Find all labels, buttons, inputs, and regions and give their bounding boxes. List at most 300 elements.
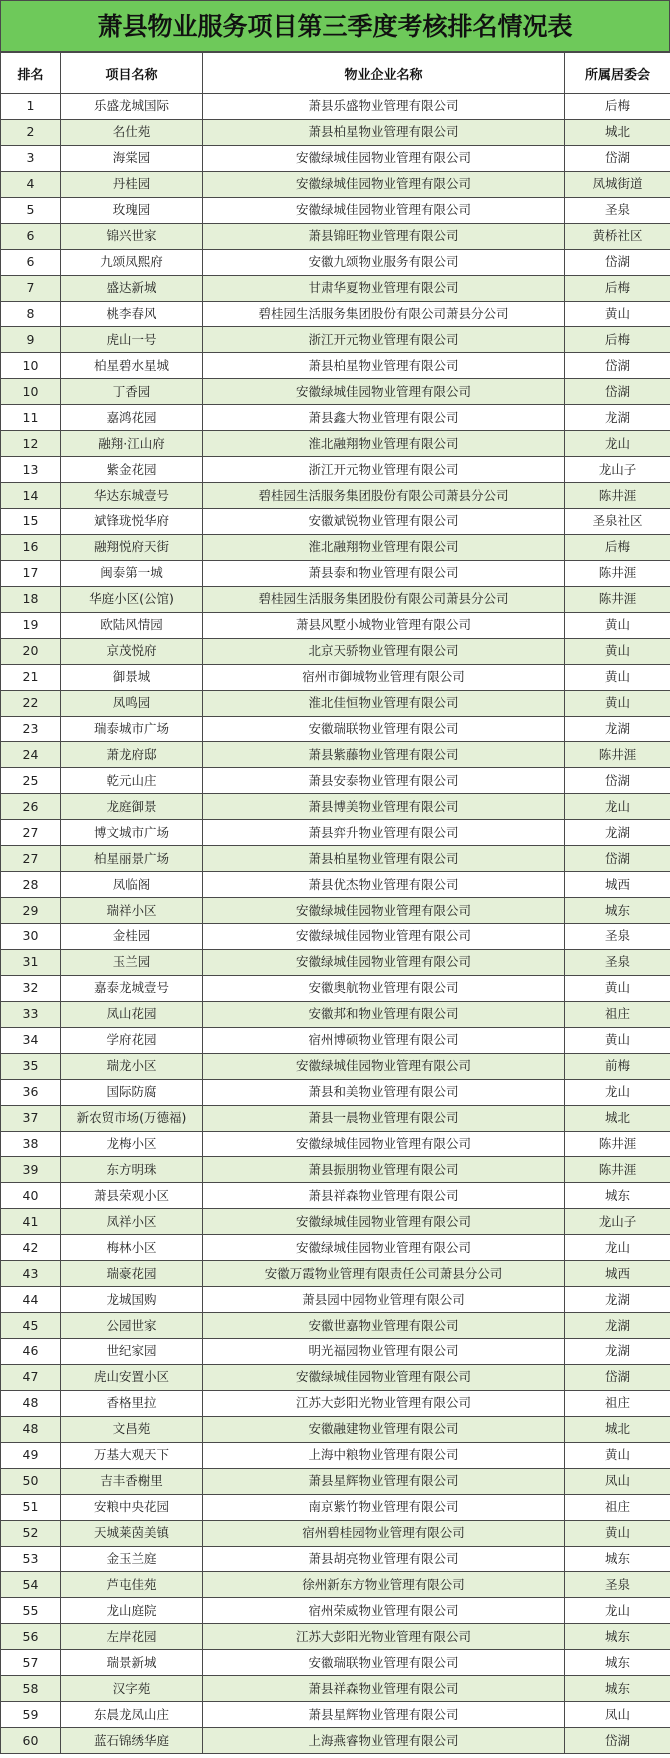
cell-rank: 57 [1, 1650, 61, 1676]
header-committee: 所属居委会 [565, 53, 670, 94]
cell-rank: 6 [1, 249, 61, 275]
table-row [1, 1027, 670, 1053]
table-row [1, 1624, 670, 1650]
cell-rank: 59 [1, 1702, 61, 1728]
cell-rank: 12 [1, 431, 61, 457]
cell-project-name: 九颂凤熙府 [61, 249, 203, 275]
cell-project-name: 海棠园 [61, 145, 203, 171]
table-row [1, 1572, 670, 1598]
cell-company-name: 萧县一晨物业管理有限公司 [203, 1105, 565, 1131]
cell-committee: 黄山 [565, 1027, 670, 1053]
cell-rank: 30 [1, 924, 61, 950]
cell-rank: 47 [1, 1364, 61, 1390]
table-row [1, 1131, 670, 1157]
cell-project-name: 盛达新城 [61, 275, 203, 301]
cell-project-name: 万基大观天下 [61, 1442, 203, 1468]
cell-company-name: 安徽绿城佳园物业管理有限公司 [203, 924, 565, 950]
cell-committee: 后梅 [565, 94, 670, 120]
cell-committee: 黄山 [565, 975, 670, 1001]
cell-company-name: 安徽绿城佳园物业管理有限公司 [203, 379, 565, 405]
cell-project-name: 斌锋珑悦华府 [61, 509, 203, 535]
header-company-name: 物业企业名称 [203, 53, 565, 94]
cell-committee: 城北 [565, 119, 670, 145]
cell-company-name: 安徽世嘉物业管理有限公司 [203, 1313, 565, 1339]
cell-company-name: 明光福园物业管理有限公司 [203, 1339, 565, 1365]
cell-project-name: 东晨龙凤山庄 [61, 1702, 203, 1728]
table-row [1, 171, 670, 197]
cell-rank: 7 [1, 275, 61, 301]
cell-committee: 城西 [565, 1261, 670, 1287]
table-row [1, 1598, 670, 1624]
cell-company-name: 宿州碧桂园物业管理有限公司 [203, 1520, 565, 1546]
table-row [1, 1339, 670, 1365]
cell-rank: 60 [1, 1728, 61, 1754]
cell-committee: 城东 [565, 1676, 670, 1702]
cell-project-name: 柏星碧水星城 [61, 353, 203, 379]
table-row [1, 1209, 670, 1235]
cell-committee: 龙山 [565, 1598, 670, 1624]
cell-rank: 8 [1, 301, 61, 327]
cell-committee: 龙山 [565, 794, 670, 820]
cell-rank: 10 [1, 379, 61, 405]
cell-company-name: 安徽斌锐物业管理有限公司 [203, 509, 565, 535]
cell-rank: 37 [1, 1105, 61, 1131]
cell-project-name: 新农贸市场(万德福) [61, 1105, 203, 1131]
cell-project-name: 华达东城壹号 [61, 483, 203, 509]
cell-rank: 36 [1, 1079, 61, 1105]
cell-project-name: 丹桂园 [61, 171, 203, 197]
cell-project-name: 瑞景新城 [61, 1650, 203, 1676]
cell-committee: 黄山 [565, 301, 670, 327]
table-row [1, 612, 670, 638]
table-row [1, 431, 670, 457]
cell-committee: 岱湖 [565, 768, 670, 794]
cell-company-name: 淮北融翔物业管理有限公司 [203, 534, 565, 560]
cell-company-name: 安徽万霞物业管理有限责任公司萧县分公司 [203, 1261, 565, 1287]
cell-committee: 龙湖 [565, 1287, 670, 1313]
cell-company-name: 萧县紫藤物业管理有限公司 [203, 742, 565, 768]
cell-company-name: 萧县泰和物业管理有限公司 [203, 560, 565, 586]
cell-project-name: 名仕苑 [61, 119, 203, 145]
cell-project-name: 安粮中央花园 [61, 1494, 203, 1520]
cell-committee: 龙湖 [565, 405, 670, 431]
cell-company-name: 萧县鑫大物业管理有限公司 [203, 405, 565, 431]
cell-project-name: 丁香园 [61, 379, 203, 405]
cell-rank: 16 [1, 534, 61, 560]
cell-committee: 陈井涯 [565, 586, 670, 612]
table-row [1, 1468, 670, 1494]
table-row [1, 1416, 670, 1442]
cell-rank: 34 [1, 1027, 61, 1053]
cell-company-name: 安徽九颂物业服务有限公司 [203, 249, 565, 275]
table-row [1, 1702, 670, 1728]
cell-rank: 15 [1, 509, 61, 535]
cell-committee: 黄山 [565, 612, 670, 638]
cell-project-name: 龙梅小区 [61, 1131, 203, 1157]
cell-company-name: 浙江开元物业管理有限公司 [203, 457, 565, 483]
cell-rank: 14 [1, 483, 61, 509]
cell-company-name: 萧县优杰物业管理有限公司 [203, 872, 565, 898]
cell-project-name: 博文城市广场 [61, 820, 203, 846]
cell-rank: 55 [1, 1598, 61, 1624]
table-row [1, 690, 670, 716]
cell-project-name: 闽泰第一城 [61, 560, 203, 586]
cell-company-name: 萧县胡亮物业管理有限公司 [203, 1546, 565, 1572]
cell-project-name: 玫瑰园 [61, 197, 203, 223]
cell-rank: 44 [1, 1287, 61, 1313]
cell-committee: 岱湖 [565, 846, 670, 872]
table-row [1, 405, 670, 431]
cell-committee: 岱湖 [565, 1728, 670, 1754]
table-row [1, 1728, 670, 1754]
cell-rank: 43 [1, 1261, 61, 1287]
cell-project-name: 御景城 [61, 664, 203, 690]
cell-project-name: 金玉兰庭 [61, 1546, 203, 1572]
cell-committee: 陈井涯 [565, 560, 670, 586]
cell-committee: 龙湖 [565, 1313, 670, 1339]
cell-company-name: 北京天骄物业管理有限公司 [203, 638, 565, 664]
header-row [1, 53, 670, 94]
header-rank: 排名 [1, 53, 61, 94]
cell-company-name: 江苏大彭阳光物业管理有限公司 [203, 1390, 565, 1416]
cell-project-name: 汉字苑 [61, 1676, 203, 1702]
cell-company-name: 宿州市御城物业管理有限公司 [203, 664, 565, 690]
cell-project-name: 东方明珠 [61, 1157, 203, 1183]
cell-rank: 5 [1, 197, 61, 223]
cell-committee: 黄桥社区 [565, 223, 670, 249]
cell-project-name: 学府花园 [61, 1027, 203, 1053]
cell-project-name: 瑞龙小区 [61, 1053, 203, 1079]
cell-company-name: 萧县柏星物业管理有限公司 [203, 846, 565, 872]
cell-company-name: 安徽绿城佳园物业管理有限公司 [203, 949, 565, 975]
cell-committee: 龙山 [565, 1079, 670, 1105]
cell-rank: 31 [1, 949, 61, 975]
cell-project-name: 天城莱茵美镇 [61, 1520, 203, 1546]
cell-project-name: 锦兴世家 [61, 223, 203, 249]
cell-rank: 13 [1, 457, 61, 483]
cell-committee: 黄山 [565, 664, 670, 690]
cell-committee: 黄山 [565, 690, 670, 716]
cell-committee: 龙山 [565, 1235, 670, 1261]
cell-committee: 凤山 [565, 1468, 670, 1494]
cell-company-name: 安徽绿城佳园物业管理有限公司 [203, 1364, 565, 1390]
cell-project-name: 嘉鸿花园 [61, 405, 203, 431]
cell-rank: 48 [1, 1416, 61, 1442]
cell-company-name: 萧县祥森物业管理有限公司 [203, 1676, 565, 1702]
cell-rank: 27 [1, 846, 61, 872]
cell-rank: 48 [1, 1390, 61, 1416]
cell-company-name: 徐州新东方物业管理有限公司 [203, 1572, 565, 1598]
cell-rank: 53 [1, 1546, 61, 1572]
cell-company-name: 安徽奥航物业管理有限公司 [203, 975, 565, 1001]
cell-committee: 岱湖 [565, 145, 670, 171]
cell-committee: 龙湖 [565, 820, 670, 846]
table-row [1, 1157, 670, 1183]
cell-rank: 50 [1, 1468, 61, 1494]
table-row [1, 820, 670, 846]
cell-project-name: 瑞祥小区 [61, 898, 203, 924]
table-row [1, 1313, 670, 1339]
cell-project-name: 京茂悦府 [61, 638, 203, 664]
cell-company-name: 萧县弈升物业管理有限公司 [203, 820, 565, 846]
cell-rank: 56 [1, 1624, 61, 1650]
cell-rank: 26 [1, 794, 61, 820]
cell-project-name: 香格里拉 [61, 1390, 203, 1416]
cell-project-name: 乾元山庄 [61, 768, 203, 794]
cell-company-name: 宿州博硕物业管理有限公司 [203, 1027, 565, 1053]
cell-rank: 32 [1, 975, 61, 1001]
cell-project-name: 融翔悦府天街 [61, 534, 203, 560]
cell-rank: 18 [1, 586, 61, 612]
cell-committee: 后梅 [565, 534, 670, 560]
cell-rank: 40 [1, 1183, 61, 1209]
cell-project-name: 公园世家 [61, 1313, 203, 1339]
cell-project-name: 玉兰园 [61, 949, 203, 975]
table-row [1, 1079, 670, 1105]
table-row [1, 534, 670, 560]
cell-rank: 28 [1, 872, 61, 898]
cell-rank: 3 [1, 145, 61, 171]
table-row [1, 1287, 670, 1313]
cell-company-name: 萧县安泰物业管理有限公司 [203, 768, 565, 794]
cell-rank: 42 [1, 1235, 61, 1261]
cell-project-name: 国际防腐 [61, 1079, 203, 1105]
table-row [1, 1053, 670, 1079]
table-row [1, 1676, 670, 1702]
cell-project-name: 华庭小区(公馆) [61, 586, 203, 612]
cell-committee: 圣泉 [565, 949, 670, 975]
cell-rank: 24 [1, 742, 61, 768]
table-row [1, 1520, 670, 1546]
cell-company-name: 安徽绿城佳园物业管理有限公司 [203, 1053, 565, 1079]
cell-rank: 22 [1, 690, 61, 716]
cell-project-name: 桃李春风 [61, 301, 203, 327]
cell-project-name: 紫金花园 [61, 457, 203, 483]
cell-committee: 城东 [565, 1546, 670, 1572]
cell-company-name: 淮北融翔物业管理有限公司 [203, 431, 565, 457]
cell-company-name: 南京紫竹物业管理有限公司 [203, 1494, 565, 1520]
cell-project-name: 蓝石锦绣华庭 [61, 1728, 203, 1754]
table-row [1, 638, 670, 664]
cell-rank: 21 [1, 664, 61, 690]
cell-project-name: 虎山一号 [61, 327, 203, 353]
cell-company-name: 安徽绿城佳园物业管理有限公司 [203, 197, 565, 223]
cell-committee: 陈井涯 [565, 483, 670, 509]
cell-project-name: 文昌苑 [61, 1416, 203, 1442]
cell-company-name: 上海中粮物业管理有限公司 [203, 1442, 565, 1468]
cell-committee: 黄山 [565, 1442, 670, 1468]
cell-project-name: 凤临阁 [61, 872, 203, 898]
table-row [1, 509, 670, 535]
table-row [1, 1390, 670, 1416]
table-row [1, 560, 670, 586]
cell-company-name: 萧县博美物业管理有限公司 [203, 794, 565, 820]
cell-project-name: 融翔·江山府 [61, 431, 203, 457]
cell-rank: 54 [1, 1572, 61, 1598]
cell-company-name: 萧县星辉物业管理有限公司 [203, 1468, 565, 1494]
table-row [1, 1001, 670, 1027]
cell-rank: 41 [1, 1209, 61, 1235]
cell-company-name: 上海燕睿物业管理有限公司 [203, 1728, 565, 1754]
cell-committee: 岱湖 [565, 249, 670, 275]
table-row [1, 768, 670, 794]
cell-rank: 17 [1, 560, 61, 586]
cell-company-name: 萧县星辉物业管理有限公司 [203, 1702, 565, 1728]
cell-project-name: 芦屯佳苑 [61, 1572, 203, 1598]
cell-rank: 39 [1, 1157, 61, 1183]
cell-committee: 后梅 [565, 327, 670, 353]
cell-company-name: 碧桂园生活服务集团股份有限公司萧县分公司 [203, 483, 565, 509]
table-row [1, 327, 670, 353]
cell-company-name: 江苏大彭阳光物业管理有限公司 [203, 1624, 565, 1650]
cell-company-name: 萧县振朋物业管理有限公司 [203, 1157, 565, 1183]
cell-rank: 2 [1, 119, 61, 145]
cell-committee: 圣泉 [565, 924, 670, 950]
header-project-name: 项目名称 [61, 53, 203, 94]
table-row [1, 716, 670, 742]
sheet-title: 萧县物业服务项目第三季度考核排名情况表 [0, 0, 670, 52]
cell-committee: 龙山 [565, 431, 670, 457]
cell-committee: 城北 [565, 1105, 670, 1131]
cell-committee: 祖庄 [565, 1494, 670, 1520]
cell-company-name: 萧县柏星物业管理有限公司 [203, 353, 565, 379]
table-row [1, 1442, 670, 1468]
cell-rank: 19 [1, 612, 61, 638]
table-row [1, 483, 670, 509]
table-row [1, 742, 670, 768]
table-row [1, 301, 670, 327]
table-row [1, 145, 670, 171]
ranking-table [0, 52, 670, 1754]
table-row [1, 249, 670, 275]
table-row [1, 1183, 670, 1209]
cell-rank: 1 [1, 94, 61, 120]
table-row [1, 846, 670, 872]
cell-committee: 岱湖 [565, 353, 670, 379]
cell-committee: 岱湖 [565, 1364, 670, 1390]
table-row [1, 457, 670, 483]
cell-rank: 10 [1, 353, 61, 379]
cell-company-name: 安徽绿城佳园物业管理有限公司 [203, 171, 565, 197]
cell-project-name: 龙城国购 [61, 1287, 203, 1313]
cell-company-name: 安徽瑞联物业管理有限公司 [203, 716, 565, 742]
table-row [1, 119, 670, 145]
cell-committee: 凤城街道 [565, 171, 670, 197]
cell-project-name: 嘉泰龙城壹号 [61, 975, 203, 1001]
cell-project-name: 凤山花园 [61, 1001, 203, 1027]
cell-committee: 城北 [565, 1416, 670, 1442]
cell-project-name: 凤祥小区 [61, 1209, 203, 1235]
cell-rank: 38 [1, 1131, 61, 1157]
cell-rank: 51 [1, 1494, 61, 1520]
table-row [1, 586, 670, 612]
cell-company-name: 甘肃华夏物业管理有限公司 [203, 275, 565, 301]
cell-company-name: 碧桂园生活服务集团股份有限公司萧县分公司 [203, 301, 565, 327]
cell-company-name: 萧县乐盛物业管理有限公司 [203, 94, 565, 120]
cell-committee: 城东 [565, 1650, 670, 1676]
table-row [1, 1650, 670, 1676]
table-row [1, 275, 670, 301]
cell-rank: 46 [1, 1339, 61, 1365]
cell-project-name: 欧陆风情园 [61, 612, 203, 638]
cell-rank: 29 [1, 898, 61, 924]
cell-company-name: 浙江开元物业管理有限公司 [203, 327, 565, 353]
cell-company-name: 安徽邦和物业管理有限公司 [203, 1001, 565, 1027]
cell-committee: 龙湖 [565, 1339, 670, 1365]
cell-company-name: 萧县柏星物业管理有限公司 [203, 119, 565, 145]
cell-project-name: 龙山庭院 [61, 1598, 203, 1624]
cell-company-name: 淮北佳恒物业管理有限公司 [203, 690, 565, 716]
cell-committee: 圣泉 [565, 197, 670, 223]
cell-rank: 9 [1, 327, 61, 353]
cell-committee: 陈井涯 [565, 742, 670, 768]
cell-committee: 城西 [565, 872, 670, 898]
cell-rank: 45 [1, 1313, 61, 1339]
cell-company-name: 萧县园中园物业管理有限公司 [203, 1287, 565, 1313]
table-row [1, 898, 670, 924]
cell-rank: 25 [1, 768, 61, 794]
cell-committee: 陈井涯 [565, 1157, 670, 1183]
cell-company-name: 安徽绿城佳园物业管理有限公司 [203, 1131, 565, 1157]
cell-company-name: 宿州荣威物业管理有限公司 [203, 1598, 565, 1624]
table-row [1, 197, 670, 223]
cell-rank: 23 [1, 716, 61, 742]
cell-committee: 龙山子 [565, 1209, 670, 1235]
table-row [1, 379, 670, 405]
cell-rank: 20 [1, 638, 61, 664]
table-row [1, 975, 670, 1001]
cell-rank: 58 [1, 1676, 61, 1702]
cell-company-name: 萧县和美物业管理有限公司 [203, 1079, 565, 1105]
cell-committee: 祖庄 [565, 1390, 670, 1416]
table-row [1, 924, 670, 950]
table-row [1, 1546, 670, 1572]
table-row [1, 794, 670, 820]
cell-project-name: 龙庭御景 [61, 794, 203, 820]
cell-committee: 城东 [565, 1624, 670, 1650]
cell-committee: 黄山 [565, 638, 670, 664]
cell-company-name: 安徽瑞联物业管理有限公司 [203, 1650, 565, 1676]
cell-project-name: 世纪家园 [61, 1339, 203, 1365]
cell-company-name: 碧桂园生活服务集团股份有限公司萧县分公司 [203, 586, 565, 612]
cell-project-name: 瑞泰城市广场 [61, 716, 203, 742]
cell-project-name: 虎山安置小区 [61, 1364, 203, 1390]
cell-project-name: 乐盛龙城国际 [61, 94, 203, 120]
cell-project-name: 凤鸣园 [61, 690, 203, 716]
cell-rank: 6 [1, 223, 61, 249]
cell-rank: 4 [1, 171, 61, 197]
cell-project-name: 金桂园 [61, 924, 203, 950]
cell-project-name: 萧龙府邸 [61, 742, 203, 768]
cell-committee: 后梅 [565, 275, 670, 301]
cell-project-name: 萧县荣观小区 [61, 1183, 203, 1209]
table-row [1, 949, 670, 975]
cell-committee: 龙湖 [565, 716, 670, 742]
cell-company-name: 安徽绿城佳园物业管理有限公司 [203, 145, 565, 171]
cell-rank: 11 [1, 405, 61, 431]
cell-company-name: 安徽绿城佳园物业管理有限公司 [203, 898, 565, 924]
cell-committee: 城东 [565, 898, 670, 924]
cell-committee: 凤山 [565, 1702, 670, 1728]
cell-committee: 龙山子 [565, 457, 670, 483]
table-row [1, 1235, 670, 1261]
cell-committee: 圣泉 [565, 1572, 670, 1598]
cell-rank: 35 [1, 1053, 61, 1079]
cell-committee: 黄山 [565, 1520, 670, 1546]
cell-committee: 岱湖 [565, 379, 670, 405]
table-body [1, 94, 670, 1754]
cell-rank: 49 [1, 1442, 61, 1468]
